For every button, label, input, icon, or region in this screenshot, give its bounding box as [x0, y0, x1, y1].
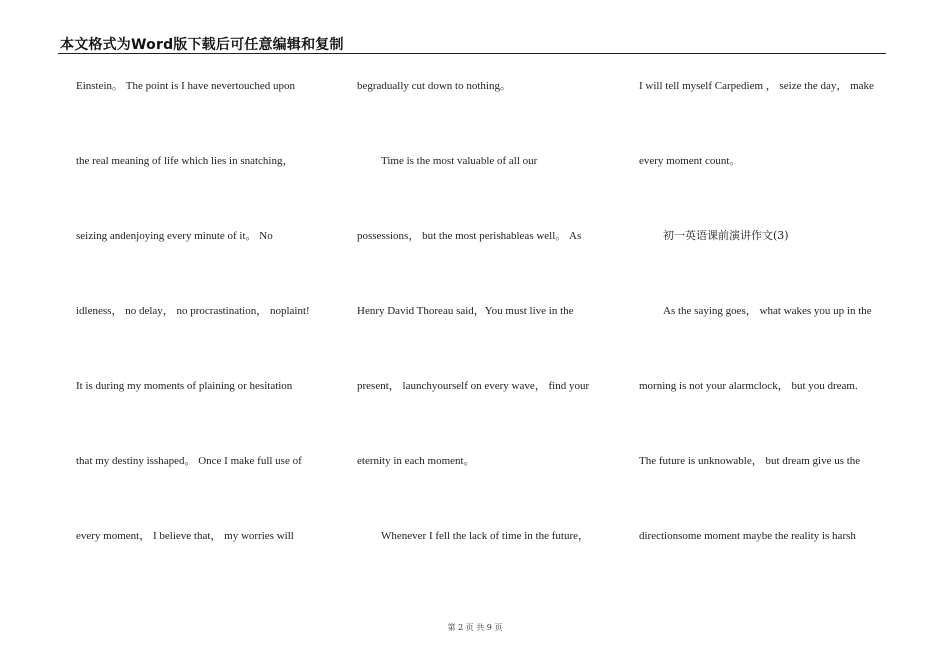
text-line: Henry David Thoreau said，You must live in the	[357, 305, 574, 317]
section-heading: 初一英语课前演讲作文(3)	[663, 229, 789, 242]
text-line: possessions， but the most perishableas well。 As	[357, 230, 582, 242]
text-line: every moment count。	[639, 155, 741, 167]
text-column-1	[76, 78, 336, 603]
text-line: begradually cut down to nothing。	[357, 80, 511, 92]
page-number-footer: 第 2 页 共 9 页	[447, 623, 503, 632]
text-line: that my destiny isshaped。 Once I make full use of	[76, 455, 302, 467]
text-line: The future is unknowable， but dream give us the	[639, 455, 861, 467]
text-line: present， launchyourself on every wave， find your	[357, 380, 590, 392]
paragraph-start-line: Time is the most valuable of all our	[381, 155, 538, 167]
paragraph-start-line: Whenever I fell the lack of time in the future，	[381, 530, 589, 542]
header-divider	[58, 53, 886, 54]
text-line: idleness， no delay， no procrastination， noplaint!	[76, 305, 310, 317]
text-line: the real meaning of life which lies in snatching，	[76, 155, 294, 167]
text-line: directionsome moment maybe the reality is harsh	[639, 530, 856, 542]
text-line: eternity in each moment。	[357, 455, 475, 467]
text-line: I will tell myself Carpediem ， seize the day， make	[639, 80, 874, 92]
text-line: Einstein。 The point is I have nevertouched upon	[76, 80, 296, 92]
text-column-2	[357, 78, 617, 603]
paragraph-start-line: As the saying goes， what wakes you up in the	[663, 305, 872, 317]
text-line: It is during my moments of plaining or hesitation	[76, 380, 293, 392]
text-line: morning is not your alarmclock， but you dream.	[639, 380, 858, 392]
text-line: seizing andenjoying every minute of it。 No	[76, 230, 273, 242]
document-header-title: 本文格式为Word版下载后可任意编辑和复制	[60, 37, 344, 53]
text-column-3	[639, 78, 899, 603]
text-line: every moment， I believe that， my worries will	[76, 530, 294, 542]
